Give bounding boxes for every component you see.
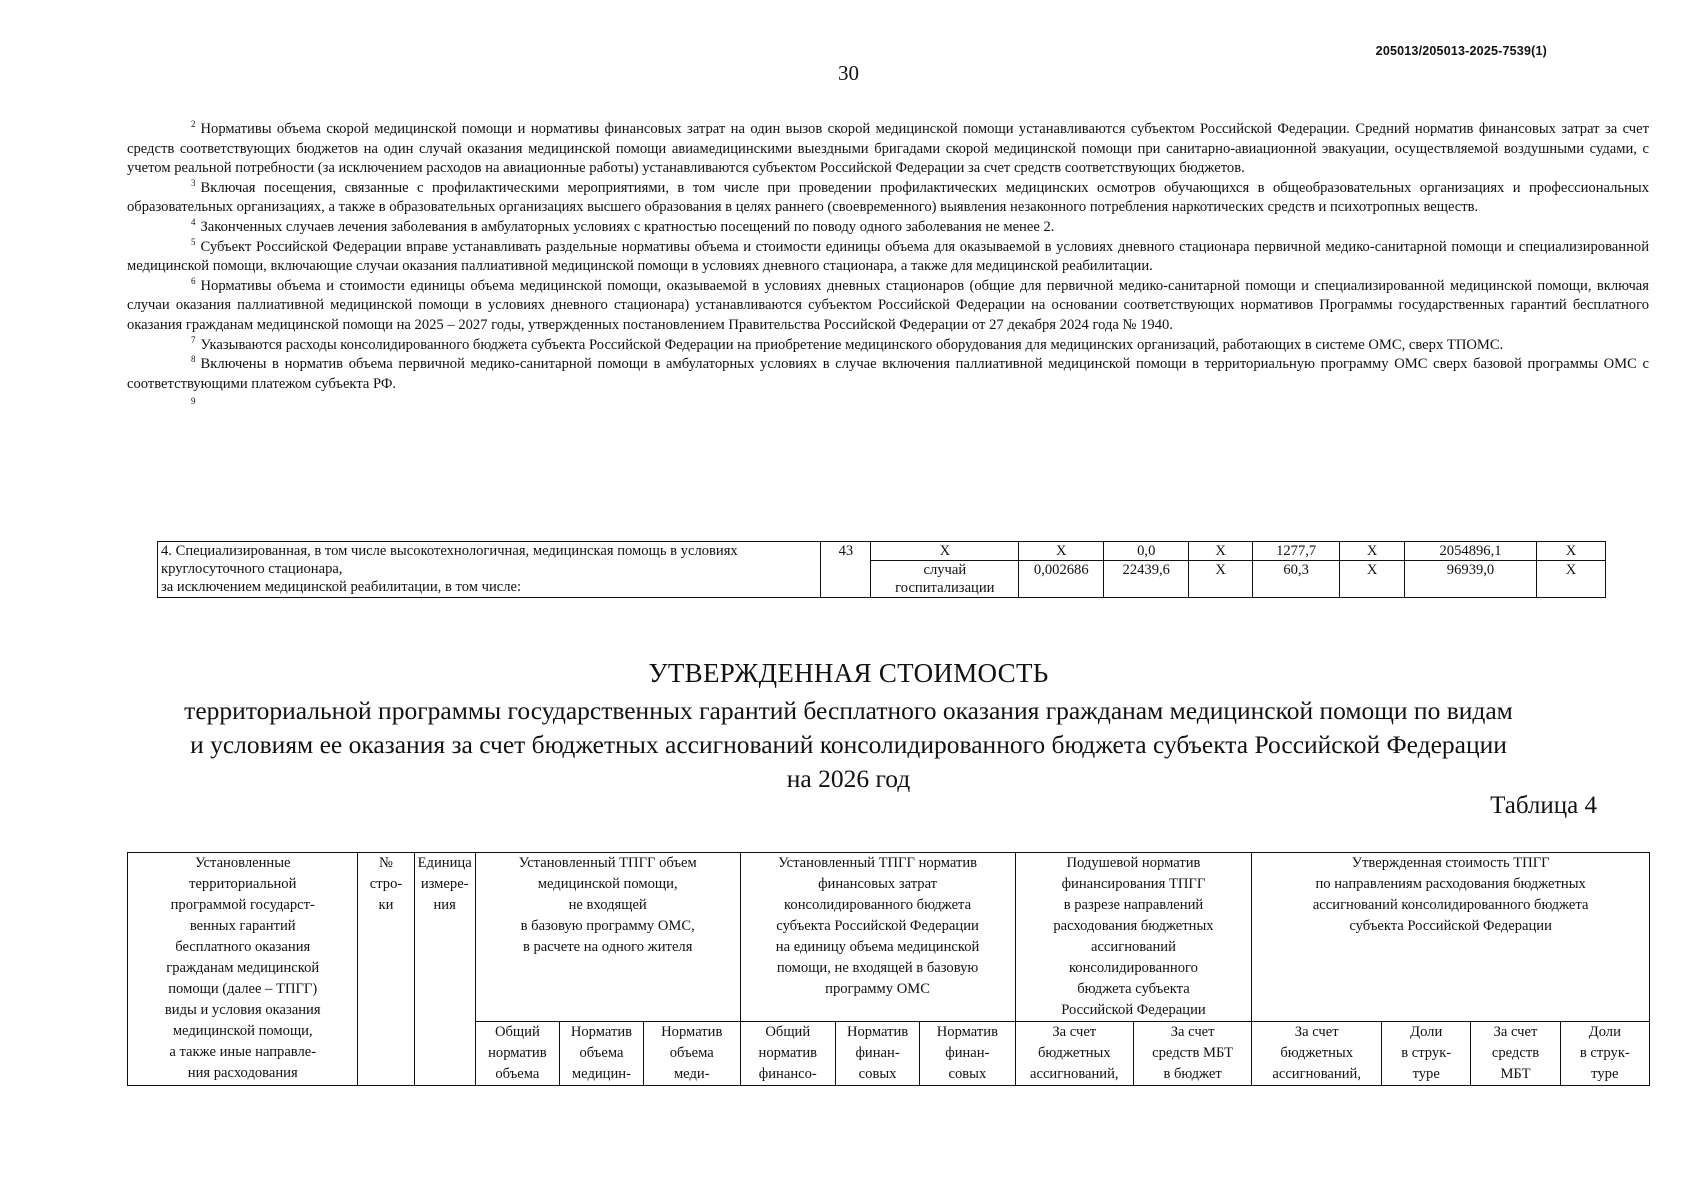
sub-col-header: Норматив объема меди- [643, 1022, 740, 1086]
footnote-text: Субъект Российской Федерации вправе устанавливать раздельные нормативы объема и стоимости единицы объема для оказываемой в условиях дневного стационара первичной медико-санитарной помощи и специализированной медицинской помощи, включающие случаи оказания паллиативной медицинской помощи в условиях дневного стационара, а также для медицинской реабилитации. [127, 238, 1649, 275]
footnote-marker: 8 [191, 354, 196, 365]
page-number: 30 [838, 61, 859, 85]
cell: X [1536, 561, 1605, 598]
cell: X [871, 542, 1019, 561]
cell: 2054896,1 [1405, 542, 1537, 561]
footnote-9 [127, 394, 1649, 408]
footnotes [127, 120, 1649, 408]
cell: X [1189, 561, 1253, 598]
sub-col-header: За счет бюджетных ассигнований, [1252, 1022, 1382, 1086]
document-id: 205013/205013-2025-7539(1) [1375, 44, 1547, 58]
row-number: 43 [821, 542, 871, 598]
row-name: 4. Специализированная, в том числе высокотехнологичная, медицинская помощь в условиях круглосуточного стационара, за исключением медицинской реабилитации, в том числе: [158, 542, 821, 598]
unit-cell: случай госпитализации [871, 561, 1019, 598]
cell: 0,002686 [1019, 561, 1104, 598]
col-header-kinds: Установленные территориальной программой государст- венных гарантий бесплатного оказания гражданам медицинской помощи (далее – ТПГГ) виды и условия оказания медицинской помощи, а также иные направле- ния расходования [128, 853, 358, 1086]
footnote-text: Включая посещения, связанные с профилактическими мероприятиями, в том числе при проведении профилактических медицинских осмотров обучающихся в общеобразовательных организациях и профессиональных образовательных организациях, а также в образовательных организациях высшего образования в целях раннего (своевременного) выявления незаконного потребления наркотических средств и психотропных веществ. [127, 179, 1649, 216]
footnote-8 [127, 355, 1649, 394]
footnote-text: Нормативы объема и стоимости единицы объема медицинской помощи, оказываемой в условиях дневных стационаров (общие для первичной медико-санитарной помощи и специализированной медицинской помощи, включая случаи оказания паллиативной медицинской помощи в условиях дневного стационара) устанавливаются субъектом Российской Федерации на основании соответствующих нормативов Программы государственных гарантий бесплатного оказания гражданам медицинской помощи на 2025 – 2027 годы, утвержденных постановлением Правительства Российской Федерации от 27 декабря 2024 года № 1940. [127, 277, 1649, 333]
cell: 60,3 [1253, 561, 1340, 598]
col-header-row-no: № стро- ки [358, 853, 414, 1086]
cell: X [1019, 542, 1104, 561]
cell: X [1340, 542, 1405, 561]
sub-col-header: Общий норматив финансо- [740, 1022, 836, 1086]
cell: 96939,0 [1405, 561, 1537, 598]
table-row [158, 542, 1606, 561]
sub-col-header: Доли в струк- туре [1560, 1022, 1649, 1086]
footnote-7 [127, 336, 1649, 356]
footnote-3 [127, 179, 1649, 218]
cell: 1277,7 [1253, 542, 1340, 561]
sub-col-header: Норматив финан- совых [836, 1022, 920, 1086]
footnote-marker: 9 [191, 396, 196, 407]
col-header-unit: Единица измере- ния [414, 853, 475, 1086]
sub-col-header: Норматив объема медицин- [559, 1022, 643, 1086]
footnote-marker: 7 [191, 334, 196, 345]
cell: X [1536, 542, 1605, 561]
cell: 0,0 [1104, 542, 1189, 561]
footnote-marker: 3 [191, 177, 196, 188]
footnote-5 [127, 238, 1649, 277]
document-title: УТВЕРЖДЕННАЯ СТОИМОСТЬ [648, 658, 1049, 688]
col-group-volume: Установленный ТПГГ объем медицинской помощи, не входящей в базовую программу ОМС, в расчете на одного жителя [475, 853, 740, 1022]
col-group-approved-cost: Утвержденная стоимость ТПГГ по направлениям расходования бюджетных ассигнований консолидированного бюджета субъекта Российской Федерации [1252, 853, 1650, 1022]
footnote-marker: 5 [191, 236, 196, 247]
footnote-text: Законченных случаев лечения заболевания в амбулаторных условиях с кратностью посещений по поводу одного заболевания не менее 2. [200, 218, 1055, 235]
cell: X [1340, 561, 1405, 598]
sub-col-header: За счет средств МБТ в бюджет [1133, 1022, 1251, 1086]
sub-col-header: За счет средств МБТ [1471, 1022, 1560, 1086]
sub-col-header: Норматив финан- совых [920, 1022, 1016, 1086]
footnote-6 [127, 277, 1649, 336]
sub-col-header: За счет бюджетных ассигнований, [1015, 1022, 1133, 1086]
footnote-marker: 4 [191, 217, 196, 228]
col-group-cost-norm: Установленный ТПГГ норматив финансовых затрат консолидированного бюджета субъекта Российской Федерации на единицу объема медицинской помощи, не входящей в базовую программу ОМС [740, 853, 1015, 1022]
footnote-marker: 2 [191, 119, 196, 130]
col-group-per-capita: Подушевой норматив финансирования ТПГГ в разрезе направлений расходования бюджетных ассигнований консолидированного бюджета субъекта Российской Федерации [1015, 853, 1252, 1022]
footnote-text: Указываются расходы консолидированного бюджета субъекта Российской Федерации на приобретение медицинского оборудования для медицинских организаций, работающих в системе ОМС, сверх ТПОМС. [200, 336, 1504, 353]
sub-col-header: Доли в струк- туре [1382, 1022, 1471, 1086]
specialized-care-row-table [157, 541, 1606, 598]
cell: X [1189, 542, 1253, 561]
table-number: Таблица 4 [1490, 792, 1597, 819]
footnote-text: Нормативы объема скорой медицинской помощи и нормативы финансовых затрат на один вызов скорой медицинской помощи устанавливаются субъектом Российской Федерации. Средний норматив финансовых затрат за счет средств соответствующих бюджетов на один случай оказания медицинской помощи авиамедицинскими выездными бригадами скорой медицинской помощи при санитарно-авиационной эвакуации, осуществляемой воздушными судами, с учетом реальной потребности (за исключением расходов на авиационные работы) устанавливаются субъектом Российской Федерации за счет средств соответствующих бюджетов. [127, 121, 1649, 177]
document-subtitle: территориальной программы государственных гарантий бесплатного оказания гражданам медицинской помощи по видам и условиям ее оказания за счет бюджетных ассигнований консолидированного бюджета субъекта Российской Федерации на 2026 год [184, 696, 1513, 793]
footnote-2 [127, 120, 1649, 179]
footnote-text: Включены в норматив объема первичной медико-санитарной помощи в амбулаторных условиях в случае включения паллиативной медицинской помощи в территориальную программу ОМС сверх базовой программы ОМС с соответствующими платежом субъекта РФ. [127, 356, 1649, 392]
cell: 22439,6 [1104, 561, 1189, 598]
header-row-groups [128, 853, 1650, 1022]
footnote-marker: 6 [191, 275, 196, 286]
sub-col-header: Общий норматив объема [475, 1022, 559, 1086]
approved-cost-table-header [127, 852, 1650, 1086]
footnote-4 [127, 218, 1649, 238]
